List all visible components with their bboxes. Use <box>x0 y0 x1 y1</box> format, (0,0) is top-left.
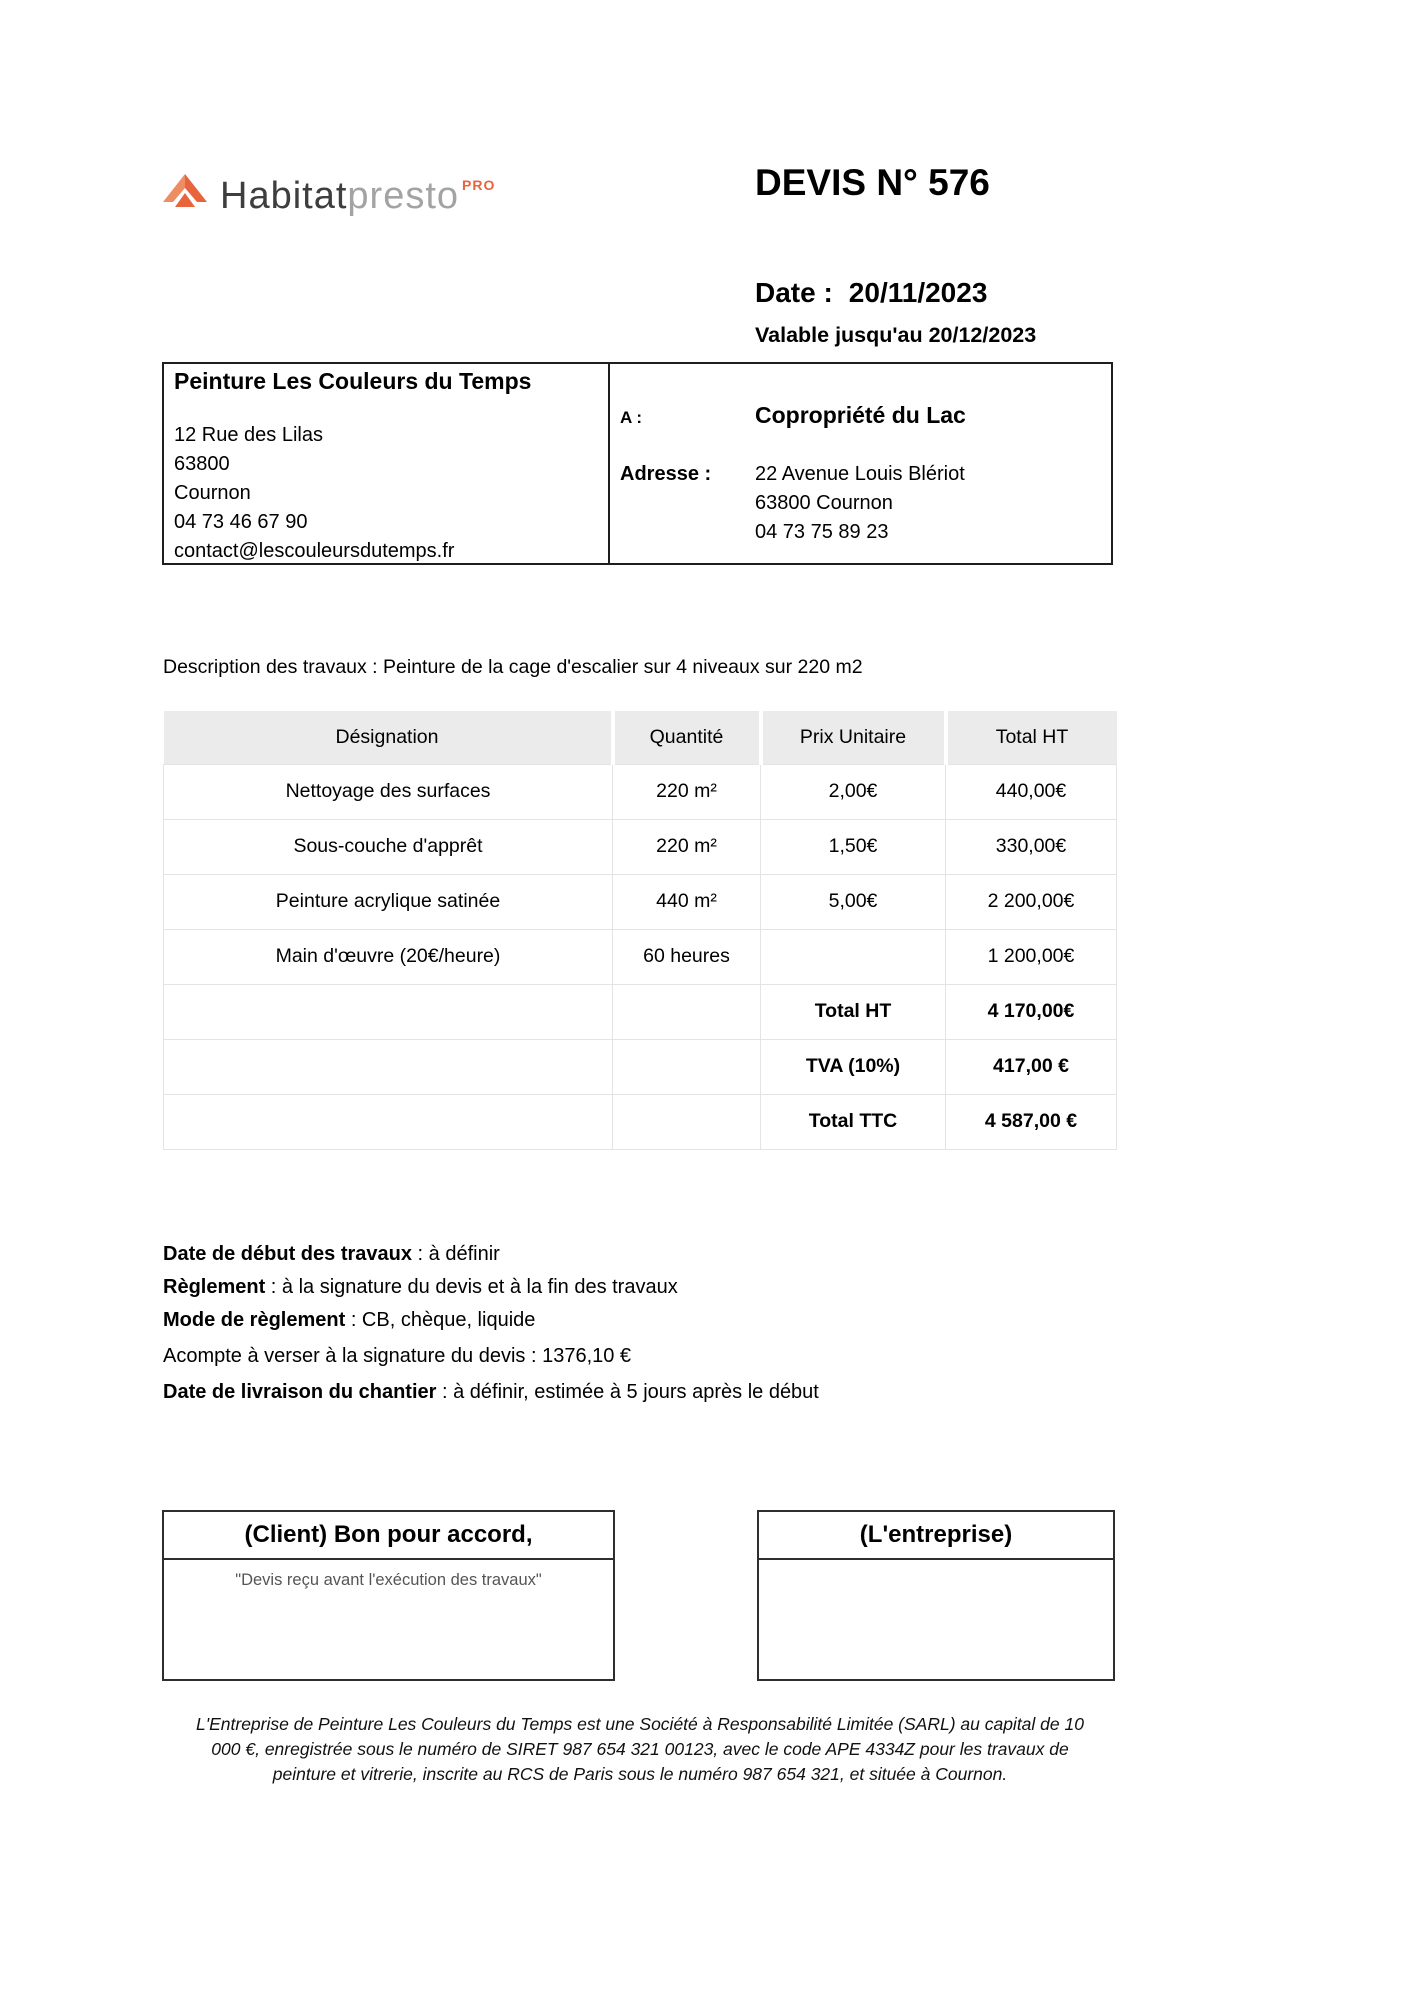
conditions-section <box>163 1243 819 1414</box>
line-total-cell: 2 200,00€ <box>946 874 1117 929</box>
designation-cell: Peinture acrylique satinée <box>164 874 613 929</box>
empty-cell <box>613 1094 761 1149</box>
parties-info-section <box>162 362 1113 565</box>
total-label-cell: Total HT <box>761 984 946 1039</box>
client-address-block <box>755 460 965 547</box>
total-value-cell: 417,00 € <box>946 1039 1117 1094</box>
company-signature-box <box>757 1510 1115 1681</box>
company-address-block <box>174 421 598 566</box>
empty-cell <box>164 1039 613 1094</box>
quantity-cell: 440 m² <box>613 874 761 929</box>
date-label: Date : <box>755 277 833 308</box>
condition-mode-reglement <box>163 1309 819 1332</box>
total-value-cell: 4 587,00 € <box>946 1094 1117 1149</box>
client-signature-note: "Devis reçu avant l'exécution des travaux" <box>235 1571 542 1589</box>
table-row <box>164 819 1117 874</box>
unit-price-cell: 1,50€ <box>761 819 946 874</box>
condition-text: Acompte à verser à la signature du devis : 1376,10 € <box>163 1345 632 1367</box>
line-total-cell: 440,00€ <box>946 764 1117 819</box>
client-phone: 04 73 75 89 23 <box>755 521 889 543</box>
total-ttc-row <box>164 1094 1117 1149</box>
empty-cell <box>164 984 613 1039</box>
empty-cell <box>613 1039 761 1094</box>
client-name-row <box>620 402 1099 429</box>
condition-label: Date de livraison du chantier <box>163 1381 437 1403</box>
condition-delivery-date <box>163 1381 819 1404</box>
condition-label: Date de début des travaux <box>163 1243 412 1265</box>
unit-price-cell: 5,00€ <box>761 874 946 929</box>
tva-row <box>164 1039 1117 1094</box>
legal-footer-text: L'Entreprise de Peinture Les Couleurs du Temps est une Société à Responsabilité Limitée (SARL) au capital de 10 000 €, enregistrée sous le numéro de SIRET 987 654 321 00123, avec le code APE 4334Z pour les travaux de peinture et vitrerie, inscrite au RCS de Paris sous le numéro 987 654 321, et située à Cournon. <box>196 1714 1084 1784</box>
total-label-cell: TVA (10%) <box>761 1039 946 1094</box>
company-info-box <box>162 362 610 565</box>
total-label-cell: Total TTC <box>761 1094 946 1149</box>
habitatpresto-logo <box>160 163 495 218</box>
header-designation: Désignation <box>164 711 613 764</box>
unit-price-cell <box>761 929 946 984</box>
valid-until-line: Valable jusqu'au 20/12/2023 <box>755 323 1037 347</box>
client-address-label: Adresse : <box>620 463 712 485</box>
quote-items-table <box>163 711 1117 1150</box>
condition-text: : à la signature du devis et à la fin des travaux <box>265 1276 678 1298</box>
logo-wordmark <box>220 163 495 218</box>
designation-cell: Nettoyage des surfaces <box>164 764 613 819</box>
total-ht-row <box>164 984 1117 1039</box>
client-signature-title: (Client) Bon pour accord, <box>164 1512 613 1560</box>
logo-presto-text: presto <box>347 175 460 217</box>
company-phone: 04 73 46 67 90 <box>174 511 308 533</box>
company-street: 12 Rue des Lilas <box>174 424 323 446</box>
quantity-cell: 220 m² <box>613 764 761 819</box>
client-info-box <box>610 362 1113 565</box>
total-value-cell: 4 170,00€ <box>946 984 1117 1039</box>
table-row <box>164 874 1117 929</box>
logo-pro-badge: PRO <box>462 177 496 193</box>
signatures-section <box>162 1510 1115 1681</box>
client-to-label: A : <box>620 408 643 427</box>
company-zip: 63800 <box>174 453 230 475</box>
header-total-ht: Total HT <box>946 711 1117 764</box>
line-total-cell: 1 200,00€ <box>946 929 1117 984</box>
logo-habitat-text: Habitat <box>220 175 348 217</box>
designation-cell: Sous-couche d'apprêt <box>164 819 613 874</box>
company-signature-title: (L'entreprise) <box>759 1512 1113 1560</box>
header-prix-unitaire: Prix Unitaire <box>761 711 946 764</box>
company-email: contact@lescouleursdutemps.fr <box>174 540 455 562</box>
unit-price-cell: 2,00€ <box>761 764 946 819</box>
designation-cell: Main d'œuvre (20€/heure) <box>164 929 613 984</box>
devis-number-title: DEVIS N° 576 <box>755 162 990 203</box>
condition-text: : CB, chèque, liquide <box>345 1309 536 1331</box>
line-total-cell: 330,00€ <box>946 819 1117 874</box>
condition-text: : à définir <box>411 1243 500 1265</box>
condition-text: : à définir, estimée à 5 jours après le début <box>436 1381 819 1403</box>
header-quantite: Quantité <box>613 711 761 764</box>
table-header-row <box>164 711 1117 764</box>
date-value: 20/11/2023 <box>848 277 988 308</box>
condition-label: Mode de règlement <box>163 1309 346 1331</box>
condition-label: Règlement <box>163 1276 266 1298</box>
quantity-cell: 220 m² <box>613 819 761 874</box>
company-name: Peinture Les Couleurs du Temps <box>174 368 532 394</box>
company-city: Cournon <box>174 482 251 504</box>
empty-cell <box>613 984 761 1039</box>
condition-start-date <box>163 1243 819 1266</box>
table-row <box>164 764 1117 819</box>
client-street: 22 Avenue Louis Blériot <box>755 463 965 485</box>
client-signature-box <box>162 1510 615 1681</box>
condition-reglement <box>163 1276 819 1299</box>
quantity-cell: 60 heures <box>613 929 761 984</box>
client-name: Copropriété du Lac <box>755 402 966 428</box>
table-row <box>164 929 1117 984</box>
client-zip-city: 63800 Cournon <box>755 492 893 514</box>
devis-date-line <box>755 277 987 309</box>
works-description: Description des travaux : Peinture de la cage d'escalier sur 4 niveaux sur 220 m2 <box>163 656 863 678</box>
client-address-row <box>620 460 1099 547</box>
habitatpresto-home-icon <box>160 169 210 213</box>
empty-cell <box>164 1094 613 1149</box>
condition-acompte <box>163 1345 819 1368</box>
